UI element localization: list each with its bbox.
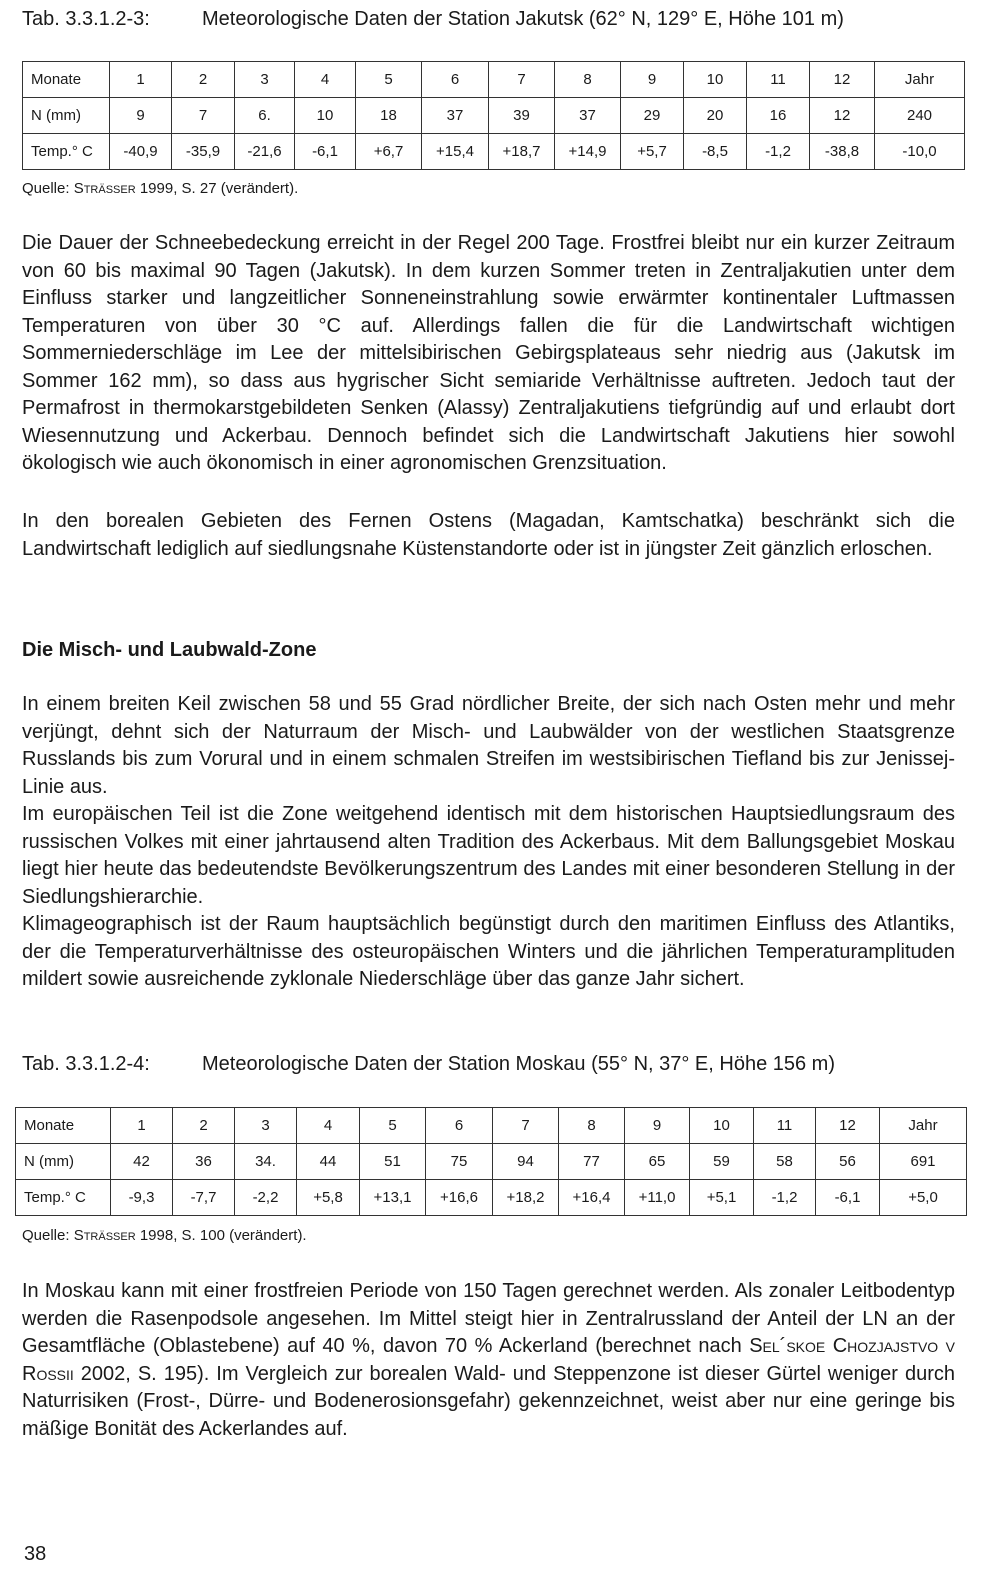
table-cell: +14,9 [555, 134, 621, 170]
table-cell: 12 [810, 98, 875, 134]
table-cell: +5,8 [297, 1180, 360, 1216]
table-cell: 4 [297, 1108, 360, 1144]
table-cell: 20 [684, 98, 747, 134]
table-cell: +16,6 [426, 1180, 493, 1216]
table-cell: 18 [356, 98, 422, 134]
table-cell: Jahr [875, 62, 965, 98]
table-cell: 10 [684, 62, 747, 98]
table-cell: +16,4 [559, 1180, 625, 1216]
table-cell: 37 [422, 98, 489, 134]
table-cell: 9 [621, 62, 684, 98]
table-cell: +6,7 [356, 134, 422, 170]
table-cell: 5 [356, 62, 422, 98]
paragraph-moskau-text-b: 2002, S. 195). Im Vergleich zur borealen Wald- und Steppenzone ist dieser Gürtel weniger durch Naturrisiken (Frost-, Dürre- und Bodenerosionsgefahr) gekennzeichnet, weist aber nur eine geringe bis mäßige Bonität des Ackerlandes auf. [22, 1362, 955, 1440]
table-cell: 2 [173, 1108, 235, 1144]
table1-title: Meteorologische Daten der Station Jakutsk (62° N, 129° E, Höhe 101 m) [202, 8, 844, 30]
table-cell: 51 [360, 1144, 426, 1180]
table2-source-suffix: 1998, S. 100 (verändert). [135, 1227, 307, 1244]
table-cell: 44 [297, 1144, 360, 1180]
table-cell: +5,7 [621, 134, 684, 170]
table-cell: +5,1 [690, 1180, 754, 1216]
page-number: 38 [24, 1543, 47, 1565]
table-cell: 59 [690, 1144, 754, 1180]
table2-caption [22, 1052, 835, 1076]
paragraph-zone-extent: In einem breiten Keil zwischen 58 und 55 Grad nördlicher Breite, der sich nach Osten mehr und mehr verjüngt, dehnt sich der Naturraum der Misch- und Laubwälder von der westlichen Staatsgrenze Russlands bis zum Vorural und in einem schmalen Streifen im westsibirischen Tiefland bis zur Jenissej-Linie aus. [22, 693, 955, 798]
months-row [23, 62, 965, 98]
table-cell: -2,2 [235, 1180, 297, 1216]
table-cell: +13,1 [360, 1180, 426, 1216]
paragraph-moskau-reference: Sel´skoe Chozjajstvo v Rossii [22, 1335, 955, 1385]
table-cell: 240 [875, 98, 965, 134]
table-cell: 65 [625, 1144, 690, 1180]
table-cell: 9 [110, 98, 172, 134]
table-cell: 75 [426, 1144, 493, 1180]
table-cell: 12 [816, 1108, 880, 1144]
row-header: Monate [16, 1108, 111, 1144]
table-cell: 4 [295, 62, 356, 98]
precipitation-row [23, 98, 965, 134]
table2-number: Tab. 3.3.1.2-4: [22, 1053, 150, 1075]
table-cell: 12 [810, 62, 875, 98]
row-header: N (mm) [23, 98, 110, 134]
table1-source [22, 180, 298, 198]
table-cell: 6 [422, 62, 489, 98]
table-cell: -38,8 [810, 134, 875, 170]
table1-source-author: Sträßer [73, 180, 136, 197]
table-cell: -10,0 [875, 134, 965, 170]
temperature-row [23, 134, 965, 170]
table-cell: 42 [111, 1144, 173, 1180]
table-cell: 11 [747, 62, 810, 98]
table-cell: 1 [111, 1108, 173, 1144]
precipitation-row [16, 1144, 967, 1180]
table-cell: 77 [559, 1144, 625, 1180]
table-cell: 56 [816, 1144, 880, 1180]
table1-source-suffix: 1999, S. 27 (verändert). [135, 180, 299, 197]
table-cell: 94 [493, 1144, 559, 1180]
table-cell: 2 [172, 62, 235, 98]
table-cell: -6,1 [295, 134, 356, 170]
table2-source-author: Sträßer [73, 1227, 136, 1244]
table-cell: +11,0 [625, 1180, 690, 1216]
table-cell: -1,2 [754, 1180, 816, 1216]
table-cell: -8,5 [684, 134, 747, 170]
row-header: N (mm) [16, 1144, 111, 1180]
table-cell: -40,9 [110, 134, 172, 170]
table-cell: 16 [747, 98, 810, 134]
table-cell: 10 [690, 1108, 754, 1144]
table-cell: +5,0 [880, 1180, 967, 1216]
table-cell: 11 [754, 1108, 816, 1144]
table-cell: 36 [173, 1144, 235, 1180]
table-cell: 6. [235, 98, 295, 134]
table-cell: 29 [621, 98, 684, 134]
row-header: Temp.° C [23, 134, 110, 170]
table2-source [22, 1227, 307, 1245]
table-cell: -21,6 [235, 134, 295, 170]
table-cell: 5 [360, 1108, 426, 1144]
paragraph-moskau-text-a: In Moskau kann mit einer frostfreien Periode von 150 Tagen gerechnet werden. Als zonaler Leitbodentyp werden die Rasenpodsole angesehen. Im Mittel steigt hier in Zentralrussland der Anteil der LN an der Gesamtfläche (Oblastebene) auf 40 %, davon 70 % Ackerland (berechnet nach [22, 1280, 955, 1357]
table1-number: Tab. 3.3.1.2-3: [22, 8, 150, 30]
table-cell: -6,1 [816, 1180, 880, 1216]
row-header: Monate [23, 62, 110, 98]
table-cell: 691 [880, 1144, 967, 1180]
table-cell: Jahr [880, 1108, 967, 1144]
table-cell: 39 [489, 98, 555, 134]
table1-caption [22, 7, 844, 31]
table-cell: 7 [489, 62, 555, 98]
table-cell: 1 [110, 62, 172, 98]
jakutsk-data-table [22, 61, 965, 170]
table-cell: -9,3 [111, 1180, 173, 1216]
table-cell: 58 [754, 1144, 816, 1180]
table-cell: 7 [172, 98, 235, 134]
row-header: Temp.° C [16, 1180, 111, 1216]
table-cell: 8 [555, 62, 621, 98]
table-cell: 34. [235, 1144, 297, 1180]
table-cell: +18,2 [493, 1180, 559, 1216]
paragraph-jakutsk-climate: Die Dauer der Schneebedeckung erreicht in der Regel 200 Tage. Frostfrei bleibt nur ein kurzer Zeitraum von 60 bis maximal 90 Tagen (Jakutsk). In dem kurzen Sommer treten in Zentraljakutien unter dem Einfluss starker und langzeitlicher Sonneneinstrahlung sowie erwärmter kontinentaler Luftmassen Temperaturen von über 30 °C auf. Allerdings fallen die für die Landwirtschaft wichtigen Sommerniederschläge im Lee der mittelsibirischen Gebirgsplateaus sehr niedrig aus (Jakutsk im Sommer 162 mm), so dass aus hygrischer Sicht semiaride Verhältnisse auftreten. Jedoch taut der Permafrost in thermokarstgebildeten Senken (Alassy) Zentraljakutiens tiefgründig auf und erlaubt dort Wiesennutzung und Ackerbau. Dennoch befindet sich die Landwirtschaft Jakutiens hier sowohl ökologisch wie auch ökonomisch in einer agronomischen Grenzsituation. [22, 232, 955, 474]
table-cell: +15,4 [422, 134, 489, 170]
paragraph-european-part: Im europäischen Teil ist die Zone weitgehend identisch mit dem historischen Hauptsiedlungsraum des russischen Volkes mit einer jahrtausend alten Tradition des Ackerbaus. Mit dem Ballungsgebiet Moskau liegt hier heute das bedeutendste Bevölkerungszentrum des Landes mit einer besonderen Stellung in der Siedlungshierarchie. [22, 803, 955, 908]
table-cell: +18,7 [489, 134, 555, 170]
table-cell: 7 [493, 1108, 559, 1144]
table-cell: 9 [625, 1108, 690, 1144]
table-cell: 10 [295, 98, 356, 134]
paragraph-moskau [22, 1278, 955, 1443]
table-cell: -1,2 [747, 134, 810, 170]
table-cell: 8 [559, 1108, 625, 1144]
paragraph-far-east: In den borealen Gebieten des Fernen Ostens (Magadan, Kamtschatka) beschränkt sich die Landwirtschaft lediglich auf siedlungsnahe Küstenstandorte oder ist in jüngster Zeit gänzlich erloschen. [22, 510, 955, 560]
moskau-data-table [15, 1107, 967, 1216]
table-cell: 3 [235, 62, 295, 98]
table-cell: -7,7 [173, 1180, 235, 1216]
table-cell: 37 [555, 98, 621, 134]
months-row [16, 1108, 967, 1144]
table-cell: -35,9 [172, 134, 235, 170]
table-cell: 3 [235, 1108, 297, 1144]
table-cell: 6 [426, 1108, 493, 1144]
table2-title: Meteorologische Daten der Station Moskau (55° N, 37° E, Höhe 156 m) [202, 1053, 835, 1075]
paragraph-climate-geography: Klimageographisch ist der Raum hauptsächlich begünstigt durch den maritimen Einfluss des Atlantiks, der die Temperaturverhältnisse des osteuropäischen Winters und die jährlichen Temperaturamplituden mildert sowie ausreichende zyklonale Niederschläge über das ganze Jahr sichert. [22, 913, 955, 990]
section-heading: Die Misch- und Laubwald-Zone [22, 639, 317, 661]
temperature-row [16, 1180, 967, 1216]
table2-source-prefix: Quelle: [22, 1227, 74, 1244]
table1-source-prefix: Quelle: [22, 180, 74, 197]
